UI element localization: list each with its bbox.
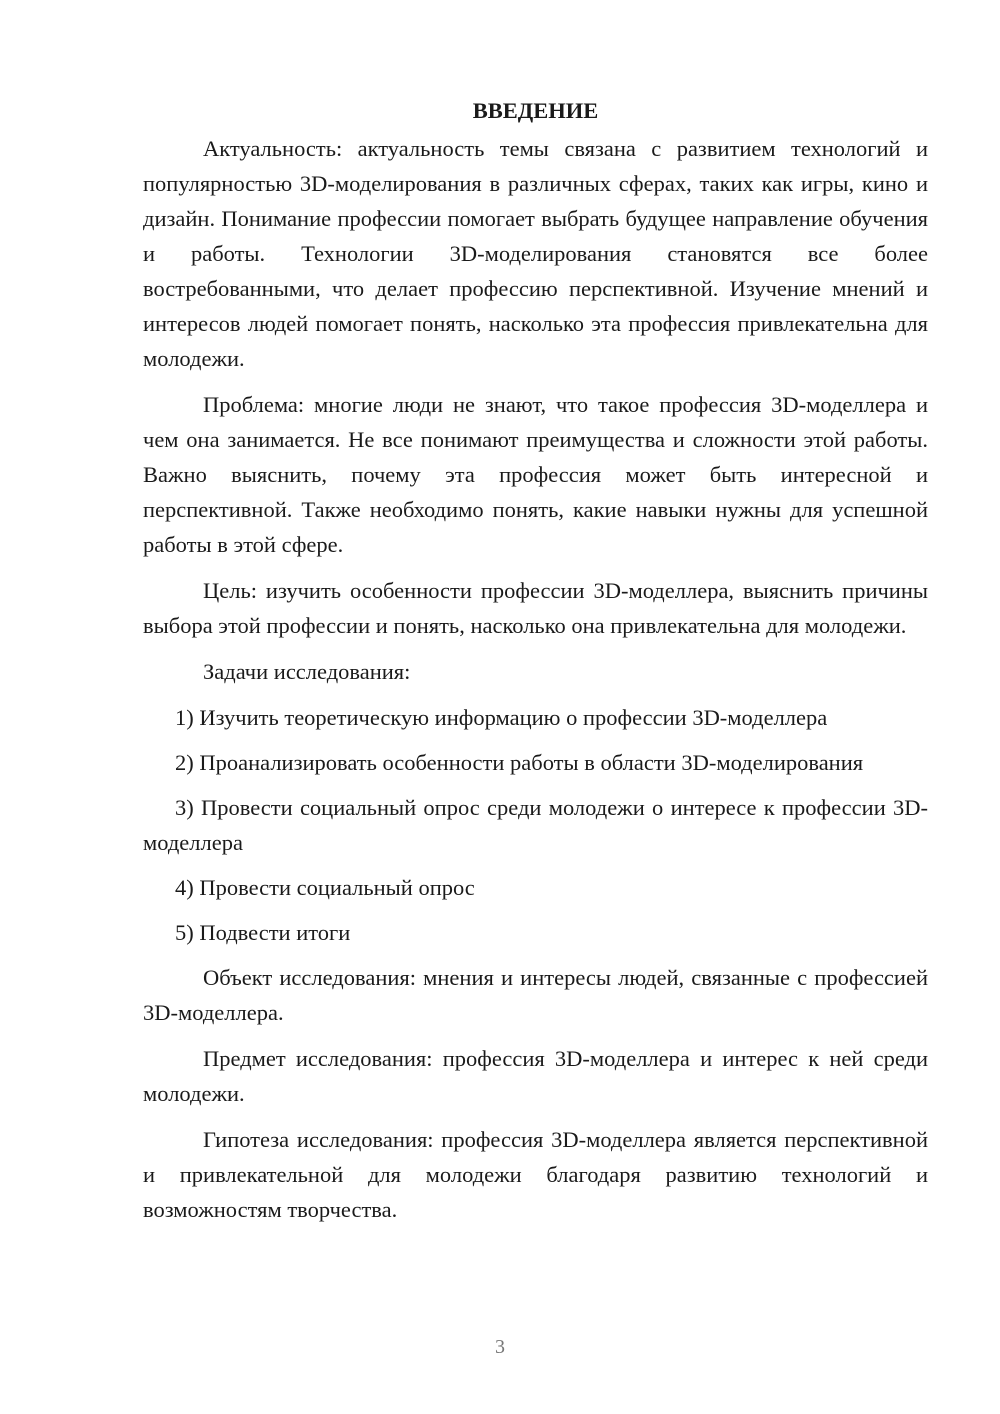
task-item-2: 2) Проанализировать особенности работы в области 3D-моделирования [175,750,864,775]
paragraph-object: Объект исследования: мнения и интересы людей, связанные с профессией 3D-моделлера. [143,965,928,1025]
paragraph-tasks-heading: Задачи исследования: [203,659,411,684]
paragraph-problem: Проблема: многие люди не знают, что такое профессия 3D-моделлера и чем она занимается. Не все понимают преимущества и сложности этой работы. Важно выяснить, почему эта профессия может быть интересной и перспективной. Также необходимо понять, какие навыки нужны для успешной работы в этой сфере. [143,392,928,557]
page-content [143,93,928,1238]
paragraph-subject: Предмет исследования: профессия 3D-моделлера и интерес к ней среди молодежи. [143,1046,928,1106]
paragraph-relevance: Актуальность: актуальность темы связана с развитием технологий и популярностью 3D-моделирования в различных сферах, таких как игры, кино и дизайн. Понимание профессии помогает выбрать будущее направление обучения и работы. Технологии 3D-моделирования становятся все более востребованными, что делает профессию перспективной. Изучение мнений и интересов людей помогает понять, насколько эта профессия привлекательна для молодежи. [143,136,928,371]
task-item-4: 4) Провести социальный опрос [175,875,475,900]
paragraph-hypothesis: Гипотеза исследования: профессия 3D-моделлера является перспективной и привлекательной для молодежи благодаря развитию технологий и возможностям творчества. [143,1127,928,1222]
task-item-3: 3) Провести социальный опрос среди молодежи о интересе к профессии 3D-моделлера [143,795,928,855]
paragraph-goal: Цель: изучить особенности профессии 3D-моделлера, выяснить причины выбора этой профессии и понять, насколько она привлекательна для молодежи. [143,578,928,638]
page-number: 3 [495,1336,505,1358]
section-heading: ВВЕДЕНИЕ [472,98,599,123]
task-item-1: 1) Изучить теоретическую информацию о профессии 3D-моделлера [175,705,828,730]
task-item-5: 5) Подвести итоги [175,920,351,945]
